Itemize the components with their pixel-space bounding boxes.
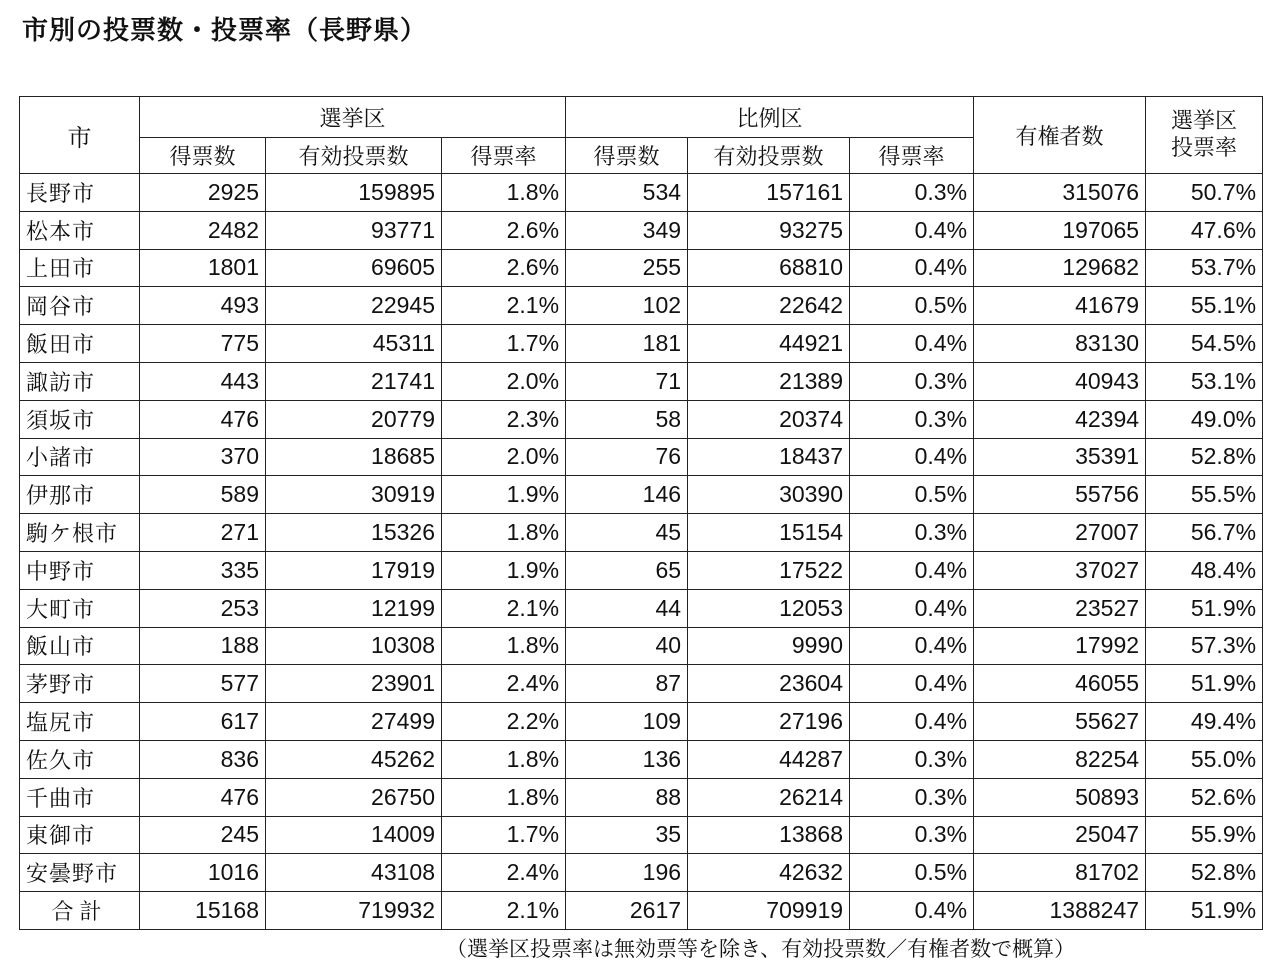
header-voters: 有権者数: [974, 97, 1146, 174]
voters-cell: 41679: [974, 287, 1146, 325]
prop-valid-cell: 93275: [688, 211, 850, 249]
table-row: [20, 476, 1263, 514]
district-votes-cell: 253: [140, 589, 266, 627]
district-votes-cell: 443: [140, 362, 266, 400]
district-rate-cell: 1.9%: [442, 551, 566, 589]
prop-votes-cell: 58: [566, 400, 688, 438]
header-city: 市: [20, 97, 140, 174]
district-rate-cell: 2.1%: [442, 589, 566, 627]
prop-rate-cell: 0.4%: [850, 551, 974, 589]
prop-rate-cell: 0.3%: [850, 740, 974, 778]
voters-cell: 42394: [974, 400, 1146, 438]
district-rate-cell: 1.7%: [442, 816, 566, 854]
city-cell: 東御市: [20, 816, 140, 854]
district-rate-cell: 2.6%: [442, 211, 566, 249]
district-votes-cell: 836: [140, 740, 266, 778]
prop-valid-cell: 20374: [688, 400, 850, 438]
city-cell: 塩尻市: [20, 703, 140, 741]
district-valid-cell: 159895: [266, 174, 442, 212]
prop-rate-cell: 0.4%: [850, 703, 974, 741]
city-cell: 須坂市: [20, 400, 140, 438]
city-cell: 中野市: [20, 551, 140, 589]
prop-rate-cell: 0.5%: [850, 287, 974, 325]
header-district-valid: 有効投票数: [266, 138, 442, 174]
turnout-cell: 55.9%: [1146, 816, 1263, 854]
district-rate-cell: 2.4%: [442, 665, 566, 703]
district-rate-cell: 1.8%: [442, 778, 566, 816]
prop-rate-cell: 0.4%: [850, 589, 974, 627]
district-votes-cell: 271: [140, 514, 266, 552]
prop-valid-cell: 15154: [688, 514, 850, 552]
turnout-cell: 50.7%: [1146, 174, 1263, 212]
prop-valid-cell: 18437: [688, 438, 850, 476]
voters-cell: 129682: [974, 249, 1146, 287]
prop-votes-cell: 35: [566, 816, 688, 854]
district-valid-cell: 27499: [266, 703, 442, 741]
table-row: [20, 778, 1263, 816]
district-votes-cell: 335: [140, 551, 266, 589]
prop-rate-cell: 0.3%: [850, 362, 974, 400]
district-votes-cell: 577: [140, 665, 266, 703]
city-cell: 伊那市: [20, 476, 140, 514]
header-turnout: [1146, 97, 1263, 174]
district-valid-cell: 719932: [266, 892, 442, 930]
district-rate-cell: 1.8%: [442, 174, 566, 212]
prop-votes-cell: 40: [566, 627, 688, 665]
turnout-cell: 53.1%: [1146, 362, 1263, 400]
district-valid-cell: 69605: [266, 249, 442, 287]
district-rate-cell: 1.8%: [442, 514, 566, 552]
city-cell: 小諸市: [20, 438, 140, 476]
voters-cell: 27007: [974, 514, 1146, 552]
district-rate-cell: 1.8%: [442, 627, 566, 665]
district-votes-cell: 589: [140, 476, 266, 514]
prop-valid-cell: 13868: [688, 816, 850, 854]
header-district-group: 選挙区: [140, 97, 566, 138]
district-rate-cell: 1.8%: [442, 740, 566, 778]
table-row: [20, 325, 1263, 363]
prop-valid-cell: 22642: [688, 287, 850, 325]
prop-rate-cell: 0.4%: [850, 627, 974, 665]
table-row: [20, 211, 1263, 249]
city-cell: 合計: [20, 892, 140, 930]
district-votes-cell: 245: [140, 816, 266, 854]
voters-cell: 25047: [974, 816, 1146, 854]
turnout-cell: 49.0%: [1146, 400, 1263, 438]
city-cell: 諏訪市: [20, 362, 140, 400]
district-rate-cell: 1.7%: [442, 325, 566, 363]
prop-valid-cell: 23604: [688, 665, 850, 703]
table-row: [20, 627, 1263, 665]
city-cell: 佐久市: [20, 740, 140, 778]
turnout-cell: 47.6%: [1146, 211, 1263, 249]
total-row: [20, 892, 1263, 930]
table-row: [20, 287, 1263, 325]
city-cell: 駒ケ根市: [20, 514, 140, 552]
table-row: [20, 249, 1263, 287]
city-cell: 長野市: [20, 174, 140, 212]
prop-votes-cell: 71: [566, 362, 688, 400]
district-valid-cell: 45262: [266, 740, 442, 778]
district-valid-cell: 23901: [266, 665, 442, 703]
prop-rate-cell: 0.5%: [850, 854, 974, 892]
prop-votes-cell: 136: [566, 740, 688, 778]
table-row: [20, 551, 1263, 589]
district-valid-cell: 21741: [266, 362, 442, 400]
table-row: [20, 665, 1263, 703]
turnout-cell: 52.8%: [1146, 438, 1263, 476]
voters-cell: 50893: [974, 778, 1146, 816]
district-valid-cell: 15326: [266, 514, 442, 552]
header-prop-votes: 得票数: [566, 138, 688, 174]
turnout-cell: 48.4%: [1146, 551, 1263, 589]
district-rate-cell: 2.0%: [442, 438, 566, 476]
turnout-cell: 56.7%: [1146, 514, 1263, 552]
voters-cell: 1388247: [974, 892, 1146, 930]
table-row: [20, 438, 1263, 476]
prop-valid-cell: 44921: [688, 325, 850, 363]
prop-votes-cell: 45: [566, 514, 688, 552]
table-header: [20, 97, 1263, 174]
district-valid-cell: 17919: [266, 551, 442, 589]
voters-cell: 55756: [974, 476, 1146, 514]
voters-cell: 37027: [974, 551, 1146, 589]
prop-valid-cell: 9990: [688, 627, 850, 665]
city-cell: 千曲市: [20, 778, 140, 816]
turnout-cell: 52.6%: [1146, 778, 1263, 816]
district-votes-cell: 15168: [140, 892, 266, 930]
voters-cell: 23527: [974, 589, 1146, 627]
prop-rate-cell: 0.4%: [850, 211, 974, 249]
city-cell: 茅野市: [20, 665, 140, 703]
city-cell: 飯山市: [20, 627, 140, 665]
header-prop-rate: 得票率: [850, 138, 974, 174]
table-row: [20, 400, 1263, 438]
prop-rate-cell: 0.4%: [850, 892, 974, 930]
turnout-cell: 57.3%: [1146, 627, 1263, 665]
voters-cell: 315076: [974, 174, 1146, 212]
prop-rate-cell: 0.4%: [850, 249, 974, 287]
voters-cell: 81702: [974, 854, 1146, 892]
prop-valid-cell: 26214: [688, 778, 850, 816]
district-valid-cell: 45311: [266, 325, 442, 363]
table-row: [20, 589, 1263, 627]
prop-rate-cell: 0.3%: [850, 514, 974, 552]
prop-votes-cell: 76: [566, 438, 688, 476]
header-turnout-line1: 選挙区: [1171, 109, 1238, 134]
voters-cell: 197065: [974, 211, 1146, 249]
turnout-cell: 52.8%: [1146, 854, 1263, 892]
prop-votes-cell: 146: [566, 476, 688, 514]
table-row: [20, 854, 1263, 892]
results-table: [19, 96, 1263, 930]
prop-valid-cell: 27196: [688, 703, 850, 741]
district-rate-cell: 2.4%: [442, 854, 566, 892]
prop-valid-cell: 157161: [688, 174, 850, 212]
prop-votes-cell: 87: [566, 665, 688, 703]
district-rate-cell: 2.1%: [442, 287, 566, 325]
district-valid-cell: 43108: [266, 854, 442, 892]
turnout-cell: 51.9%: [1146, 665, 1263, 703]
prop-valid-cell: 17522: [688, 551, 850, 589]
prop-votes-cell: 196: [566, 854, 688, 892]
district-valid-cell: 30919: [266, 476, 442, 514]
voters-cell: 46055: [974, 665, 1146, 703]
district-votes-cell: 2925: [140, 174, 266, 212]
city-cell: 安曇野市: [20, 854, 140, 892]
prop-rate-cell: 0.4%: [850, 665, 974, 703]
voters-cell: 35391: [974, 438, 1146, 476]
district-votes-cell: 1016: [140, 854, 266, 892]
city-cell: 飯田市: [20, 325, 140, 363]
district-valid-cell: 26750: [266, 778, 442, 816]
prop-valid-cell: 44287: [688, 740, 850, 778]
prop-valid-cell: 709919: [688, 892, 850, 930]
turnout-cell: 49.4%: [1146, 703, 1263, 741]
header-district-rate: 得票率: [442, 138, 566, 174]
turnout-cell: 53.7%: [1146, 249, 1263, 287]
prop-rate-cell: 0.3%: [850, 778, 974, 816]
turnout-cell: 55.5%: [1146, 476, 1263, 514]
table-row: [20, 514, 1263, 552]
district-votes-cell: 493: [140, 287, 266, 325]
turnout-cell: 55.1%: [1146, 287, 1263, 325]
district-votes-cell: 476: [140, 400, 266, 438]
voters-cell: 83130: [974, 325, 1146, 363]
table-body: [20, 174, 1263, 930]
voters-cell: 82254: [974, 740, 1146, 778]
table-row: [20, 816, 1263, 854]
district-votes-cell: 2482: [140, 211, 266, 249]
turnout-cell: 51.9%: [1146, 892, 1263, 930]
prop-rate-cell: 0.4%: [850, 325, 974, 363]
prop-votes-cell: 88: [566, 778, 688, 816]
turnout-cell: 54.5%: [1146, 325, 1263, 363]
prop-votes-cell: 181: [566, 325, 688, 363]
district-valid-cell: 22945: [266, 287, 442, 325]
header-turnout-line2: 投票率: [1171, 136, 1238, 161]
page-title: 市別の投票数・投票率（長野県）: [22, 16, 428, 46]
voters-cell: 40943: [974, 362, 1146, 400]
district-votes-cell: 775: [140, 325, 266, 363]
voters-cell: 55627: [974, 703, 1146, 741]
district-valid-cell: 20779: [266, 400, 442, 438]
district-rate-cell: 2.0%: [442, 362, 566, 400]
district-valid-cell: 18685: [266, 438, 442, 476]
prop-valid-cell: 30390: [688, 476, 850, 514]
district-rate-cell: 2.6%: [442, 249, 566, 287]
header-proportional-group: 比例区: [566, 97, 974, 138]
district-votes-cell: 617: [140, 703, 266, 741]
district-votes-cell: 370: [140, 438, 266, 476]
district-rate-cell: 2.3%: [442, 400, 566, 438]
prop-votes-cell: 44: [566, 589, 688, 627]
prop-rate-cell: 0.3%: [850, 400, 974, 438]
footnote: （選挙区投票率は無効票等を除き、有効投票数／有権者数で概算）: [446, 937, 1076, 961]
turnout-cell: 51.9%: [1146, 589, 1263, 627]
prop-valid-cell: 21389: [688, 362, 850, 400]
table-row: [20, 703, 1263, 741]
district-rate-cell: 2.2%: [442, 703, 566, 741]
prop-votes-cell: 255: [566, 249, 688, 287]
district-valid-cell: 93771: [266, 211, 442, 249]
district-votes-cell: 476: [140, 778, 266, 816]
district-valid-cell: 14009: [266, 816, 442, 854]
prop-votes-cell: 109: [566, 703, 688, 741]
prop-votes-cell: 534: [566, 174, 688, 212]
city-cell: 大町市: [20, 589, 140, 627]
district-votes-cell: 1801: [140, 249, 266, 287]
header-district-votes: 得票数: [140, 138, 266, 174]
prop-rate-cell: 0.4%: [850, 438, 974, 476]
prop-rate-cell: 0.5%: [850, 476, 974, 514]
prop-votes-cell: 65: [566, 551, 688, 589]
voters-cell: 17992: [974, 627, 1146, 665]
turnout-cell: 55.0%: [1146, 740, 1263, 778]
results-table-container: [19, 96, 1263, 930]
district-valid-cell: 10308: [266, 627, 442, 665]
prop-votes-cell: 2617: [566, 892, 688, 930]
prop-valid-cell: 12053: [688, 589, 850, 627]
district-valid-cell: 12199: [266, 589, 442, 627]
city-cell: 松本市: [20, 211, 140, 249]
prop-rate-cell: 0.3%: [850, 174, 974, 212]
district-votes-cell: 188: [140, 627, 266, 665]
table-row: [20, 174, 1263, 212]
prop-valid-cell: 42632: [688, 854, 850, 892]
prop-votes-cell: 349: [566, 211, 688, 249]
prop-votes-cell: 102: [566, 287, 688, 325]
prop-valid-cell: 68810: [688, 249, 850, 287]
prop-rate-cell: 0.3%: [850, 816, 974, 854]
table-row: [20, 740, 1263, 778]
table-row: [20, 362, 1263, 400]
city-cell: 上田市: [20, 249, 140, 287]
header-prop-valid: 有効投票数: [688, 138, 850, 174]
district-rate-cell: 2.1%: [442, 892, 566, 930]
district-rate-cell: 1.9%: [442, 476, 566, 514]
city-cell: 岡谷市: [20, 287, 140, 325]
